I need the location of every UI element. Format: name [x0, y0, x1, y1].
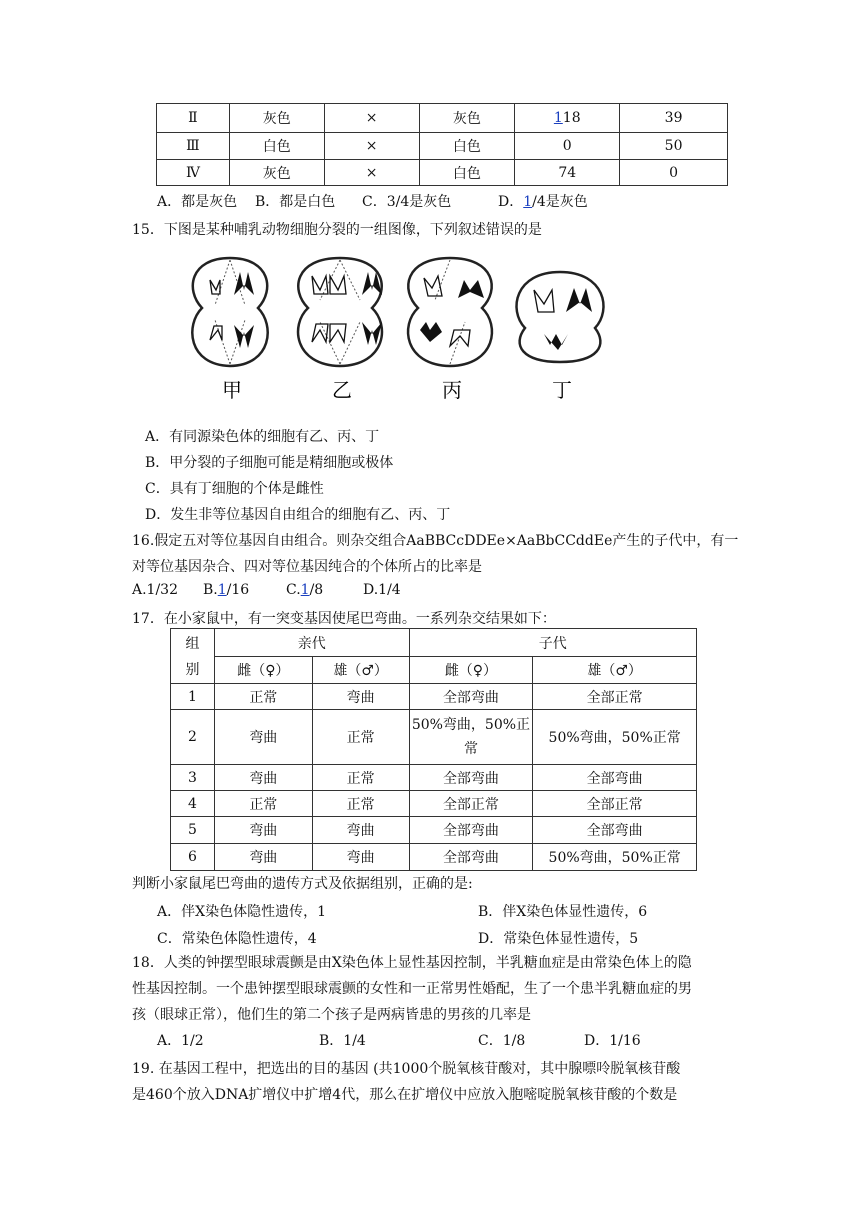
- table-row: 5 弯曲 弯曲 全部弯曲 全部弯曲: [171, 817, 697, 844]
- table-row: [157, 133, 728, 160]
- figure-label-ding: 丁: [552, 378, 572, 402]
- parent2-cell: 白色: [419, 160, 515, 186]
- group-cell: Ⅱ: [157, 104, 230, 133]
- cell-outline-bing: [408, 258, 492, 366]
- mouse-cross-table: [170, 628, 697, 871]
- q18-option-b: B．1/4: [319, 1033, 366, 1049]
- q18-option-c: C．1/8: [478, 1033, 526, 1049]
- offspring-header: 子代: [409, 629, 696, 657]
- parent2-cell: 白色: [419, 133, 515, 160]
- table-subheader-row: [171, 657, 697, 684]
- q16-stem-line2: 对等位基因杂合、四对等位基因纯合的个体所占的比率是: [132, 559, 482, 575]
- white-count-cell: 39: [620, 104, 728, 133]
- q15-stem: 15．下图是某种哺乳动物细胞分裂的一组图像，下列叙述错误的是: [132, 222, 542, 238]
- q16-option-b: B.1/16: [203, 582, 250, 598]
- q16-stem-line1: 16.假定五对等位基因自由组合。则杂交组合AaBBCcDDEe×AaBbCCddEe产生的子代中，有一: [132, 533, 739, 549]
- q14-option-a: A．都是灰色: [157, 194, 238, 210]
- q15-option-b: B．甲分裂的子细胞可能是精细胞或极体: [145, 455, 394, 471]
- cell-outline-yi: [298, 258, 382, 366]
- q18-option-d: D．1/16: [584, 1033, 641, 1049]
- figure-label-yi: 乙: [332, 378, 352, 402]
- q16-option-d: D.1/4: [363, 582, 401, 598]
- offspring-male-header: 雄（♂）: [533, 657, 697, 684]
- q14-option-b: B．都是白色: [255, 194, 336, 210]
- parent1-cell: 灰色: [229, 104, 324, 133]
- q19-stem-line2: 是460个放入DNA扩增仪中扩增4代，那么在扩增仪中应放入胞嘧啶脱氧核苷酸的个数是: [132, 1087, 678, 1103]
- cross-cell: ×: [324, 104, 419, 133]
- underlined-digit: 1: [553, 110, 563, 126]
- q15-option-c: C．具有丁细胞的个体是雌性: [145, 481, 324, 497]
- gray-count-cell: 0: [515, 133, 620, 160]
- q14-option-d: D．1/4是灰色: [498, 194, 588, 210]
- parent1-cell: 白色: [229, 133, 324, 160]
- q18-stem-line1: 18．人类的钟摆型眼球震颤是由X染色体上显性基因控制，半乳糖血症是由常染色体上的隐: [132, 955, 692, 971]
- cross-cell: ×: [324, 133, 419, 160]
- q17-option-d: D．常染色体显性遗传，5: [478, 931, 639, 947]
- figure-label-jia: 甲: [222, 378, 242, 402]
- cross-table-top: [156, 103, 728, 186]
- q18-option-a: A．1/2: [157, 1033, 204, 1049]
- parent-male-header: 雄（♂）: [312, 657, 409, 684]
- q15-option-a: A．有同源染色体的细胞有乙、丙、丁: [145, 429, 380, 445]
- table-row: 2 弯曲 正常 50%弯曲，50%正 常 50%弯曲，50%正常: [171, 710, 697, 765]
- q17-stem: 17．在小家鼠中，有一突变基因使尾巴弯曲。一系列杂交结果如下：: [132, 611, 556, 627]
- parent2-cell: 灰色: [419, 104, 515, 133]
- q19-stem-line1: 19. 在基因工程中，把选出的目的基因 (共1000个脱氧核苷酸对，其中腺嘌呤脱氧核苷酸: [132, 1061, 681, 1077]
- cross-cell: ×: [324, 160, 419, 186]
- parent-header: 亲代: [214, 629, 409, 657]
- group-header: 组 别: [171, 629, 215, 684]
- q15-option-d: D．发生非等位基因自由组合的细胞有乙、丙、丁: [145, 507, 451, 523]
- q17-option-c: C．常染色体隐性遗传，4: [157, 931, 317, 947]
- white-count-cell: 0: [620, 160, 728, 186]
- table-row: 1 正常 弯曲 全部弯曲 全部正常: [171, 684, 697, 710]
- q17-option-b: B．伴X染色体显性遗传，6: [478, 904, 648, 920]
- gray-count-cell: 118: [515, 104, 620, 133]
- table-row: [157, 104, 728, 133]
- cell-outline-ding: [517, 272, 604, 362]
- group-cell: Ⅲ: [157, 133, 230, 160]
- offspring-female-header: 雌（♀）: [409, 657, 533, 684]
- q16-option-a: A.1/32: [132, 582, 178, 598]
- q16-option-c: C.1/8: [286, 582, 324, 598]
- q17-option-a: A．伴X染色体隐性遗传，1: [157, 904, 326, 920]
- table-row: 3 弯曲 正常 全部弯曲 全部弯曲: [171, 765, 697, 791]
- q14-option-c: C．3/4是灰色: [362, 194, 452, 210]
- cell-division-figure: [180, 250, 620, 410]
- parent-female-header: 雌（♀）: [214, 657, 312, 684]
- q17-question: 判断小家鼠尾巴弯曲的遗传方式及依据组别，正确的是:: [132, 876, 473, 892]
- parent1-cell: 灰色: [229, 160, 324, 186]
- figure-label-bing: 丙: [442, 378, 462, 402]
- cell-outline-jia: [192, 258, 267, 366]
- group-cell: Ⅳ: [157, 160, 230, 186]
- white-count-cell: 50: [620, 133, 728, 160]
- q18-stem-line2: 性基因控制。一个患钟摆型眼球震颤的女性和一正常男性婚配，生了一个患半乳糖血症的男: [132, 981, 692, 997]
- gray-count-cell: 74: [515, 160, 620, 186]
- table-header-row: [171, 629, 697, 657]
- table-row: 4 正常 正常 全部正常 全部正常: [171, 791, 697, 817]
- q18-stem-line3: 孩（眼球正常），他们生的第二个孩子是两病皆患的男孩的几率是: [132, 1007, 531, 1023]
- table-row: 6 弯曲 弯曲 全部弯曲 50%弯曲，50%正常: [171, 844, 697, 871]
- table-row: [157, 160, 728, 186]
